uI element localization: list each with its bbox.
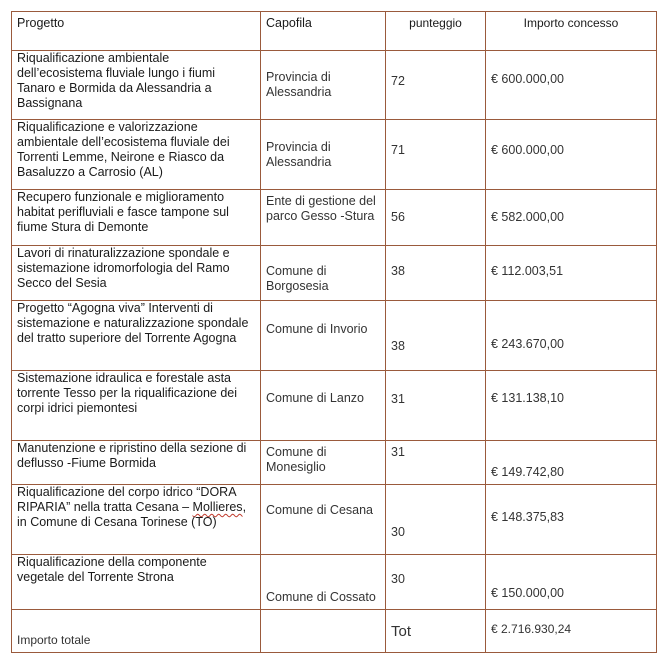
- project-name: Lavori di rinaturalizzazione spondale e sistemazione idromorfologia del Ramo Secco del Sesia: [12, 246, 261, 301]
- table-header-row: [12, 12, 657, 51]
- granted-amount: € 131.138,10: [486, 371, 657, 441]
- lead-entity: Comune di Monesiglio: [261, 441, 386, 485]
- header-progetto: Progetto: [12, 12, 261, 51]
- table-row: [12, 555, 657, 610]
- total-empty-cell: [261, 610, 386, 653]
- lead-entity: Provincia di Alessandria: [261, 51, 386, 120]
- project-name-part: Riqualificazione del corpo idrico “DORA RIPARIA” nella tratta Cesana –: [17, 485, 236, 514]
- total-label: Importo totale: [12, 610, 261, 653]
- table-row: [12, 190, 657, 246]
- table-row: [12, 485, 657, 555]
- table-row: [12, 441, 657, 485]
- table-row: [12, 301, 657, 371]
- score: 31: [386, 371, 486, 441]
- score: 71: [386, 120, 486, 190]
- header-capofila: Capofila: [261, 12, 386, 51]
- project-name: Riqualificazione della componente vegetale del Torrente Strona: [12, 555, 261, 610]
- total-amount: € 2.716.930,24: [486, 610, 657, 653]
- lead-entity: Comune di Lanzo: [261, 371, 386, 441]
- project-name: Progetto “Agogna viva” Interventi di sistemazione e naturalizzazione spondale del tratto superiore del Torrente Agogna: [12, 301, 261, 371]
- table-row: [12, 120, 657, 190]
- score: 72: [386, 51, 486, 120]
- score: 31: [386, 441, 486, 485]
- score: 56: [386, 190, 486, 246]
- project-name: Recupero funzionale e miglioramento habitat perifluviali e fasce tampone sul fiume Stura di Demonte: [12, 190, 261, 246]
- granted-amount: € 150.000,00: [486, 555, 657, 610]
- granted-amount: € 243.670,00: [486, 301, 657, 371]
- table-row: [12, 246, 657, 301]
- granted-amount: € 600.000,00: [486, 51, 657, 120]
- header-importo: Importo concesso: [486, 12, 657, 51]
- granted-amount: € 582.000,00: [486, 190, 657, 246]
- project-name: [12, 485, 261, 555]
- score: 30: [386, 555, 486, 610]
- project-name: Manutenzione e ripristino della sezione di deflusso -Fiume Bormida: [12, 441, 261, 485]
- spellcheck-flagged-word[interactable]: Mollieres: [192, 500, 243, 514]
- project-name: Riqualificazione ambientale dell’ecosistema fluviale lungo i fiumi Tanaro e Bormida da Alessandria a Bassignana: [12, 51, 261, 120]
- granted-amount: € 112.003,51: [486, 246, 657, 301]
- score: 38: [386, 301, 486, 371]
- lead-entity: Ente di gestione del parco Gesso -Stura: [261, 190, 386, 246]
- total-tot-label: Tot: [386, 610, 486, 653]
- lead-entity: Comune di Cossato: [261, 555, 386, 610]
- lead-entity: Provincia di Alessandria: [261, 120, 386, 190]
- total-row: [12, 610, 657, 653]
- table-row: [12, 371, 657, 441]
- lead-entity: Comune di Cesana: [261, 485, 386, 555]
- lead-entity: Comune di Invorio: [261, 301, 386, 371]
- funding-table: [11, 11, 657, 653]
- project-name-part: , in Comune di Cesana Torinese (TO): [17, 500, 247, 529]
- lead-entity: Comune di Borgosesia: [261, 246, 386, 301]
- header-punteggio: punteggio: [386, 12, 486, 51]
- project-name: Sistemazione idraulica e forestale asta torrente Tesso per la riqualificazione dei corpi idrici piemontesi: [12, 371, 261, 441]
- granted-amount: € 148.375,83: [486, 485, 657, 555]
- granted-amount: € 600.000,00: [486, 120, 657, 190]
- score: 30: [386, 485, 486, 555]
- table-row: [12, 51, 657, 120]
- score: 38: [386, 246, 486, 301]
- project-name: Riqualificazione e valorizzazione ambientale dell’ecosistema fluviale dei Torrenti Lemme, Neirone e Riasco da Basaluzzo a Carrosio (AL): [12, 120, 261, 190]
- granted-amount: € 149.742,80: [486, 441, 657, 485]
